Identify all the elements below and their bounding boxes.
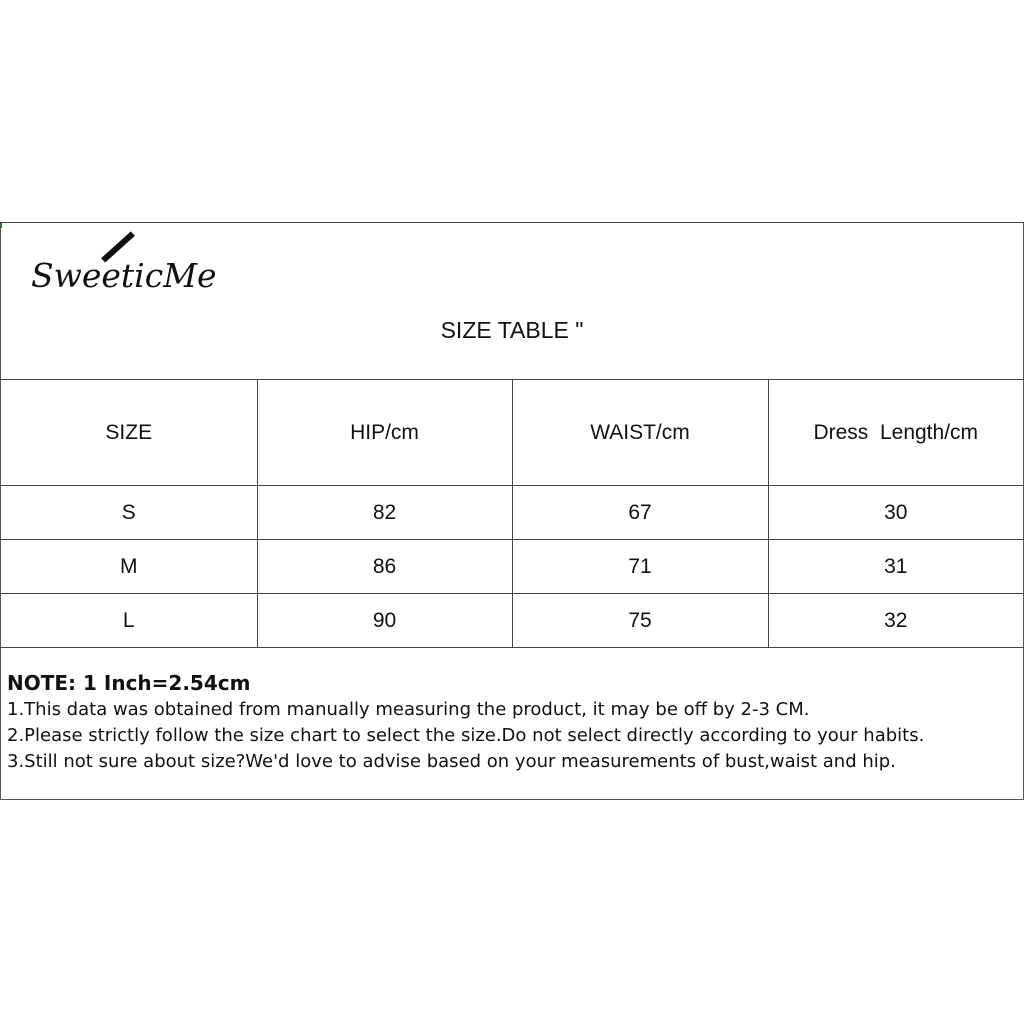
cell-waist: 75	[512, 594, 768, 648]
cell-dress-length: 32	[768, 594, 1023, 648]
column-header-dress-length: Dress Length/cm	[768, 380, 1023, 486]
brand-logo-text: SweeticMe	[31, 256, 217, 295]
column-header-waist: WAIST/cm	[512, 380, 768, 486]
cell-dress-length: 31	[768, 540, 1023, 594]
note-line: 2.Please strictly follow the size chart to select the size.Do not select directly according to your habits.	[7, 725, 925, 746]
cell-waist: 71	[512, 540, 768, 594]
page-title: SIZE TABLE "	[440, 317, 584, 343]
cell-dress-length: 30	[768, 486, 1023, 540]
column-header-hip: HIP/cm	[257, 380, 512, 486]
column-header-size: SIZE	[1, 380, 257, 486]
cell-size: L	[1, 594, 257, 648]
cell-size: S	[1, 486, 257, 540]
note-line: 3.Still not sure about size?We'd love to advise based on your measurements of bust,waist and hip.	[7, 751, 896, 772]
sheet-header	[1, 223, 1023, 380]
table-header-row	[1, 380, 1023, 486]
cell-hip: 82	[257, 486, 512, 540]
cell-hip: 86	[257, 540, 512, 594]
brand-logo	[31, 223, 231, 313]
note-line: 1.This data was obtained from manually measuring the product, it may be off by 2-3 CM.	[7, 699, 810, 720]
cell-hip: 90	[257, 594, 512, 648]
table-row	[1, 594, 1023, 648]
table-row	[1, 486, 1023, 540]
size-chart-sheet	[0, 222, 1024, 800]
size-table	[1, 380, 1023, 648]
cell-size: M	[1, 540, 257, 594]
note-heading: NOTE: 1 Inch=2.54cm	[7, 671, 251, 695]
cell-waist: 67	[512, 486, 768, 540]
notes-section	[7, 669, 1017, 775]
table-row	[1, 540, 1023, 594]
